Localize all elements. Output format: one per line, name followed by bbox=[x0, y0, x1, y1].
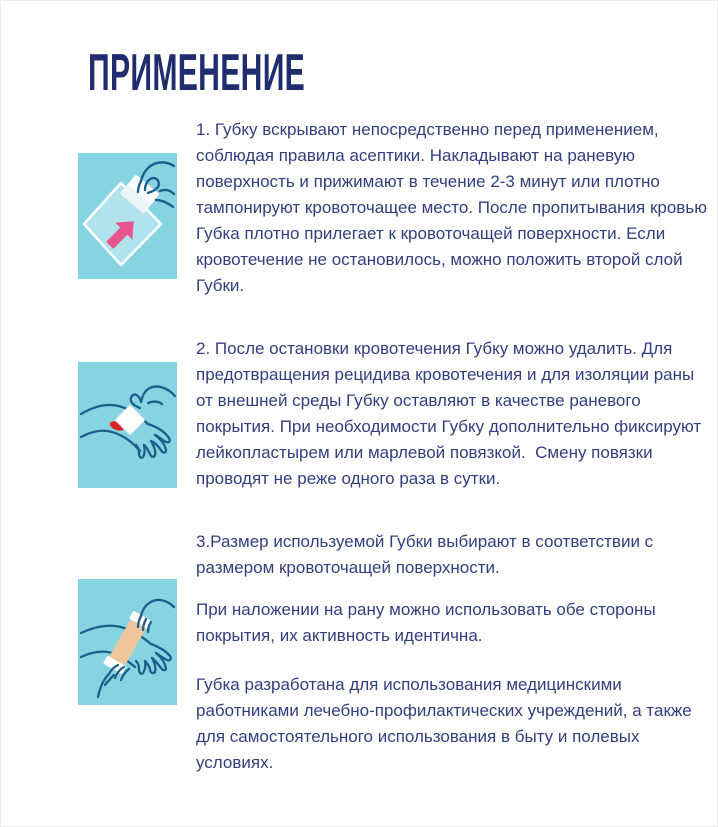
page-title: ПРИМЕНЕНИЕ bbox=[88, 44, 306, 102]
bandage-fixation-icon bbox=[78, 579, 177, 705]
paragraph-both-sides-note: При наложении на рану можно использовать обе стороны покрытия, их активность идентична. bbox=[196, 600, 661, 645]
illustration-step-1 bbox=[78, 153, 177, 279]
paragraph-step-2: 2. После остановки кровотечения Губку можно удалить. Для предотвращения рецидива кровотечения и для изоляции раны от внешней среды Губку оставляют в качестве раневого покрытия. При необходимости Губку дополнительно фиксируют лейкопластырем или марлевой повязкой. Смену повязки проводят не реже одного раза в сутки. bbox=[196, 339, 706, 488]
paragraph-intended-users: Губка разработана для использования медицинскими работниками лечебно-профилактических учреждений, а также для самостоятельного использования в быту и полевых условиях. bbox=[196, 675, 697, 772]
paragraph-step-3: 3.Размер используемой Губки выбирают в соответствии с размером кровоточащей поверхности. bbox=[196, 532, 658, 577]
paragraph-step-1: 1. Губку вскрывают непосредственно перед применением, соблюдая правила асептики. Накладывают на раневую поверхность и прижимают в течение 2-3 минут или плотно тампонируют кровоточащее место. После пропитывания кровью Губка плотно прилегает к кровоточащей поверхности. Если кровотечение не остановилось, можно положить второй слой Губки. bbox=[196, 120, 712, 295]
illustration-step-2 bbox=[78, 362, 177, 488]
sponge-taken-from-package-icon bbox=[78, 153, 177, 279]
illustration-step-3 bbox=[78, 579, 177, 705]
sponge-applied-to-wound-icon bbox=[78, 362, 177, 488]
